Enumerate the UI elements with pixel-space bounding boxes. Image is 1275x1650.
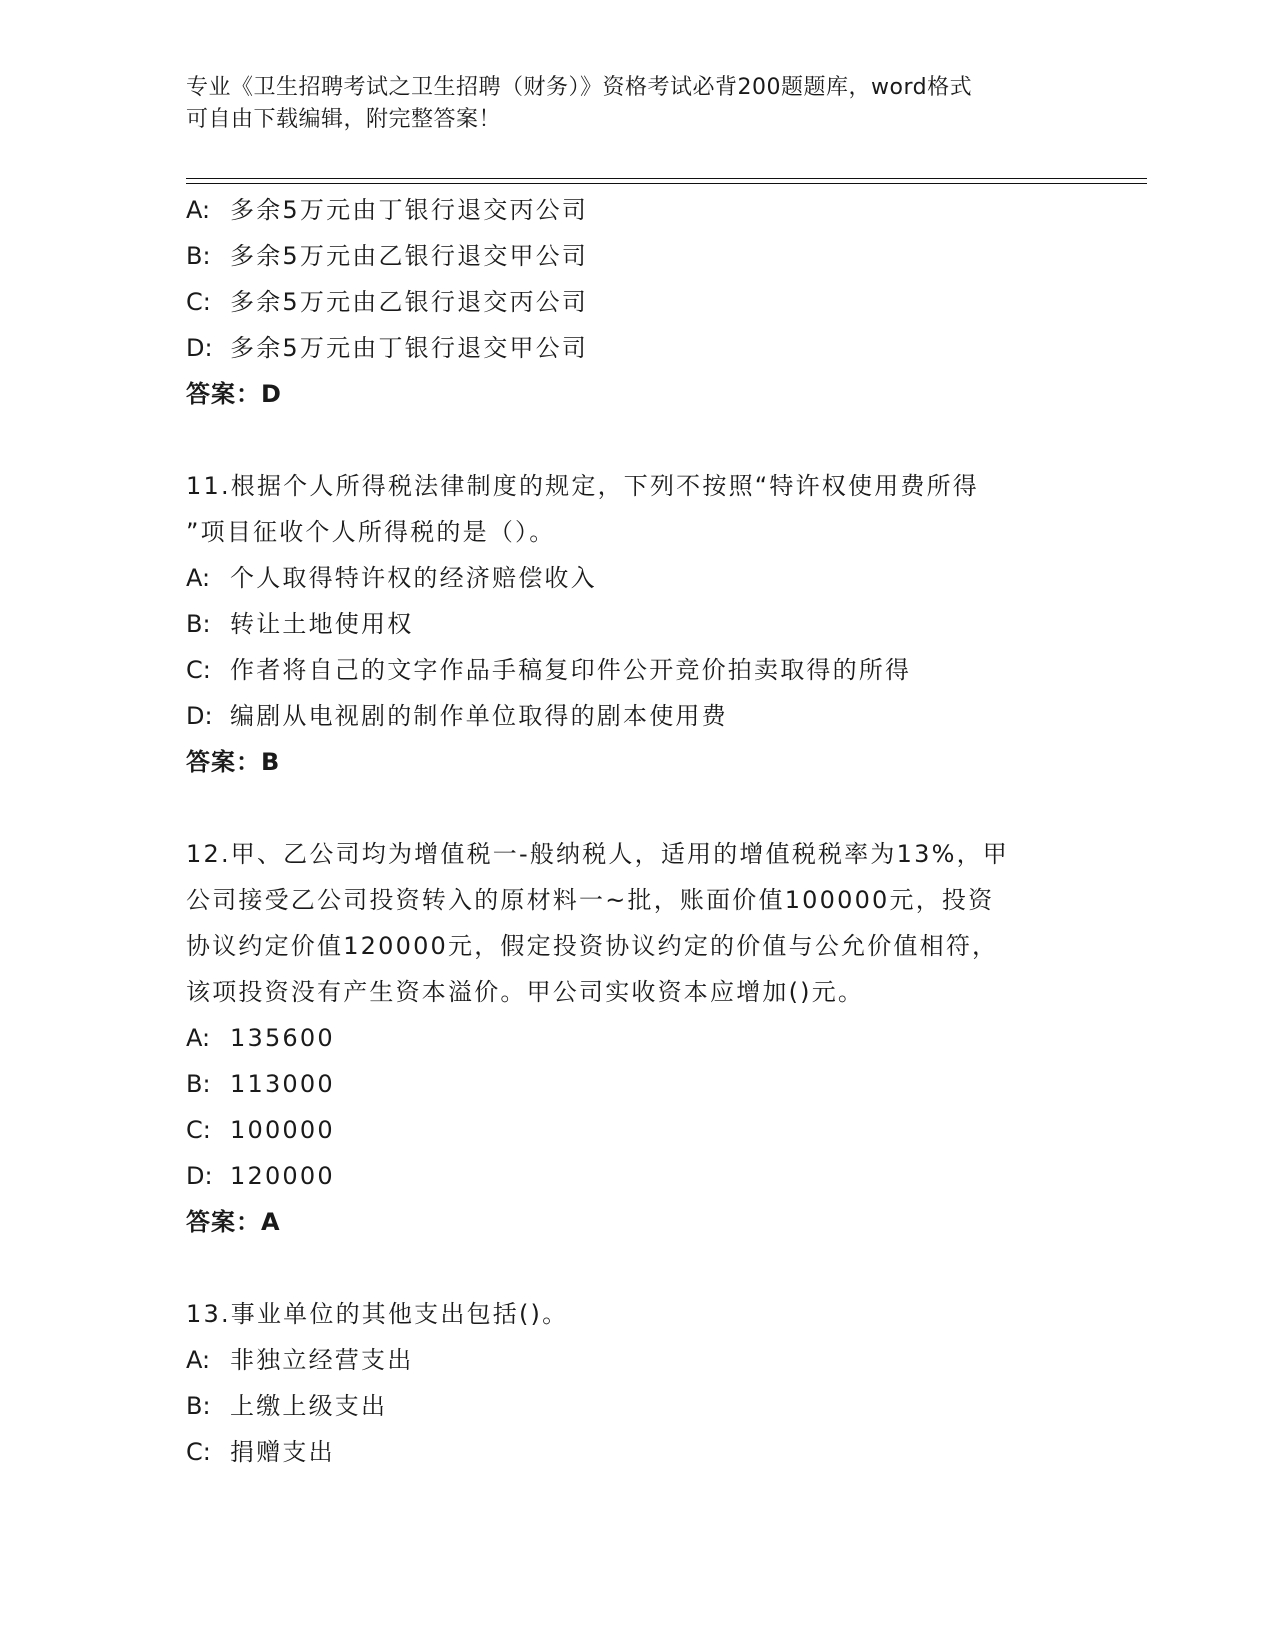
spacer <box>186 1245 1126 1291</box>
answer-line: 答案：D <box>186 380 282 408</box>
question-stem-line: 公司接受乙公司投资转入的原材料一~批，账面价值100000元，投资 <box>186 886 995 914</box>
question-stem-line: 协议约定价值120000元，假定投资协议约定的价值与公允价值相符， <box>186 932 999 960</box>
option-d: D: 编剧从电视剧的制作单位取得的剧本使用费 <box>186 702 728 730</box>
question-stem-line: ”项目征收个人所得税的是（）。 <box>186 518 556 546</box>
answer-line: 答案：A <box>186 1208 281 1236</box>
option-a: A: 135600 <box>186 1024 335 1052</box>
header-divider-bottom <box>186 183 1147 184</box>
option-a: A: 多余5万元由丁银行退交丙公司 <box>186 196 589 224</box>
option-c: C: 多余5万元由乙银行退交丙公司 <box>186 288 589 316</box>
option-d: D: 多余5万元由丁银行退交甲公司 <box>186 334 589 362</box>
option-b: B: 上缴上级支出 <box>186 1392 388 1420</box>
option-b: B: 转让土地使用权 <box>186 610 414 638</box>
option-d: D: 120000 <box>186 1162 335 1190</box>
question-stem-line: 13.事业单位的其他支出包括()。 <box>186 1300 569 1328</box>
option-a: A: 个人取得特许权的经济赔偿收入 <box>186 564 597 592</box>
question-stem-line: 11.根据个人所得税法律制度的规定，下列不按照“特许权使用费所得 <box>186 472 979 500</box>
header-line-1: 专业《卫生招聘考试之卫生招聘（财务）》资格考试必背200题题库，word格式 <box>186 75 973 100</box>
spacer <box>186 785 1126 831</box>
header-line-2: 可自由下载编辑，附完整答案！ <box>186 107 502 132</box>
question-stem-line: 12.甲、乙公司均为增值税一-般纳税人，适用的增值税税率为13%，甲 <box>186 840 1009 868</box>
option-c: C: 作者将自己的文字作品手稿复印件公开竞价拍卖取得的所得 <box>186 656 912 684</box>
question-10 <box>186 187 1126 417</box>
option-c: C: 捐赠支出 <box>186 1438 335 1466</box>
question-13 <box>186 1291 1126 1475</box>
option-b: B: 多余5万元由乙银行退交甲公司 <box>186 242 589 270</box>
option-c: C: 100000 <box>186 1116 335 1144</box>
question-stem-line: 该项投资没有产生资本溢价。甲公司实收资本应增加()元。 <box>186 978 865 1006</box>
question-12 <box>186 831 1126 1245</box>
header-divider-top <box>186 178 1147 179</box>
document-header <box>186 72 1066 136</box>
question-list <box>186 187 1126 1475</box>
question-11 <box>186 463 1126 785</box>
option-a: A: 非独立经营支出 <box>186 1346 414 1374</box>
answer-line: 答案：B <box>186 748 281 776</box>
option-b: B: 113000 <box>186 1070 335 1098</box>
spacer <box>186 417 1126 463</box>
